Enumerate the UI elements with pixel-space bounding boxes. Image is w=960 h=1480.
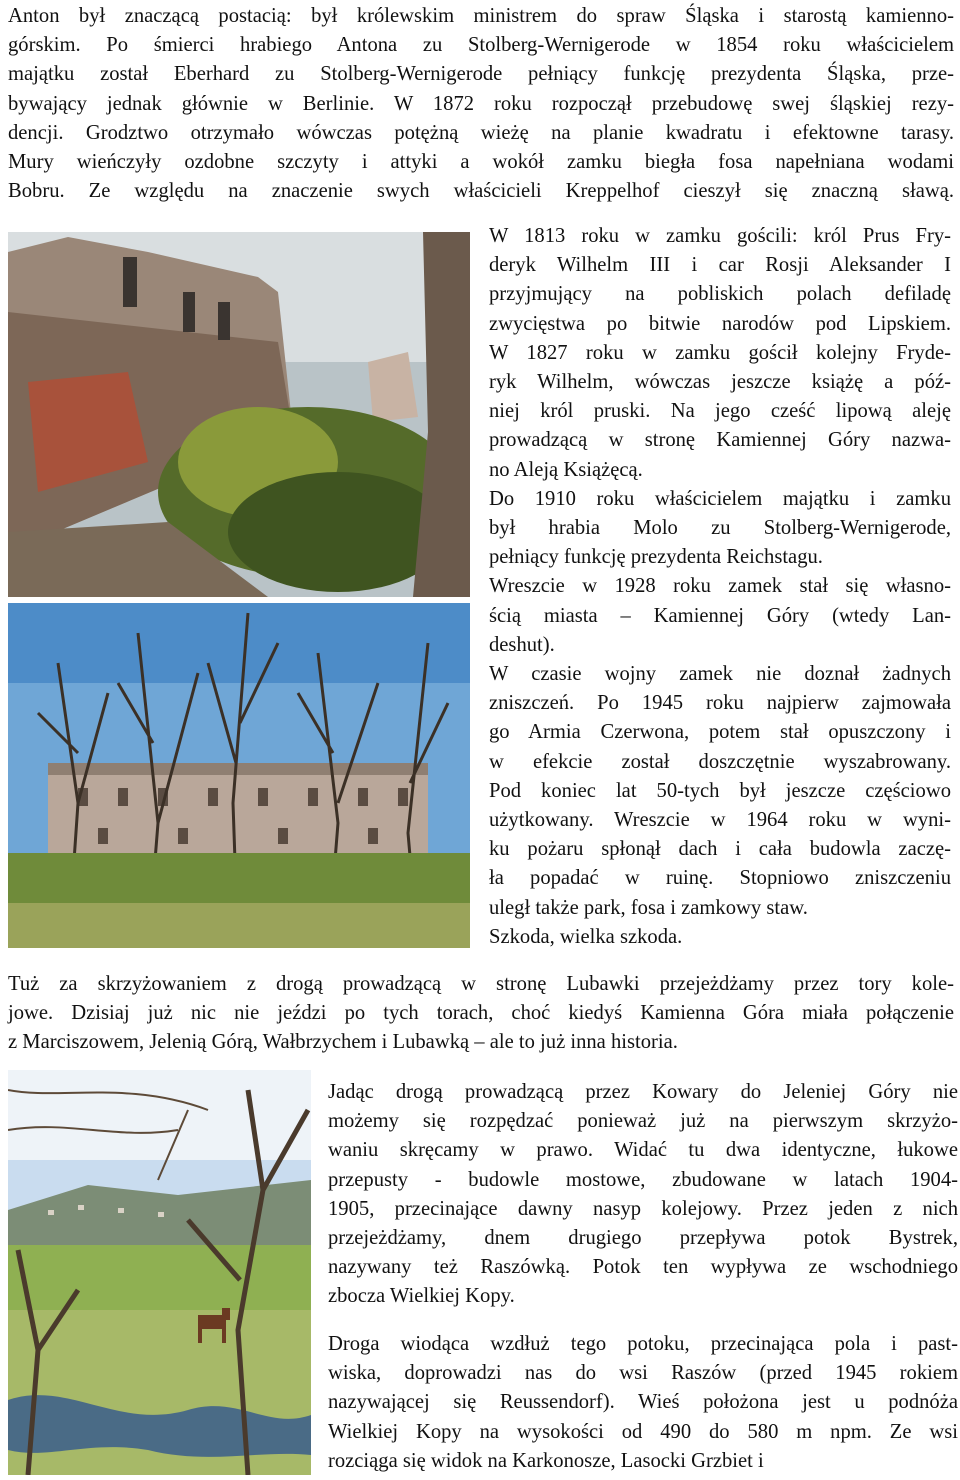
text-line: deryk Wilhelm III i car Rosji Aleksander I — [489, 254, 951, 277]
text-line: W 1813 roku w zamku gościli: król Prus Fry- — [489, 225, 951, 247]
text-line: jowe. Dzisiaj już nic nie jeździ po tych torach, choć kiedyś Kamienna Góra miała połączenie — [8, 1002, 954, 1025]
intro-paragraph — [8, 2, 954, 206]
text-line: 1905, przecinające dawny nasyp kolejowy. Przez jeden z nich — [328, 1197, 958, 1220]
text-line: przepusty - budowle mostowe, zbudowane w latach 1904- — [328, 1168, 958, 1191]
text-line: ła popadać w ruinę. Stopniowo zniszczeniu — [489, 867, 951, 890]
history-paragraph — [489, 222, 951, 952]
text-line: przyjmujący na pobliskich polach defiladę — [489, 283, 951, 306]
text-line: uległ także park, fosa i zamkowy staw. — [489, 896, 808, 919]
text-line: w efekcie został doszczętnie wyszabrowany. — [489, 750, 951, 773]
text-line: górskim. Po śmierci hrabiego Antona zu Stolberg-Wernigerode w 1854 roku właścicielem — [8, 34, 954, 57]
text-line: go Armia Czerwona, potem stał opuszczony i — [489, 721, 951, 744]
text-line: majątku został Eberhard zu Stolberg-Wernigerode pełniący funkcję prezydenta Śląska, prze- — [8, 63, 954, 86]
text-line: ku pożaru spłonął dach i cała budowla zaczę- — [489, 838, 951, 861]
text-line: bywający jednak głównie w Berlinie. W 1872 roku rozpoczął przebudowę swej śląskiej rezy- — [8, 92, 954, 115]
road-paragraph — [328, 1078, 958, 1312]
text-line: Droga wiodąca wzdłuż tego potoku, przecinająca pola i past- — [328, 1333, 958, 1355]
text-line: prowadzącą w stronę Kamiennej Góry nazwa- — [489, 429, 951, 452]
text-line: ścią miasta – Kamiennej Góry (wtedy Lan- — [489, 604, 951, 627]
text-line: Do 1910 roku właścicielem majątku i zamku — [489, 487, 951, 510]
text-line: dencji. Grodztwo otrzymało wówczas potężną wieżę na planie kwadratu i efektowne tarasy. — [8, 121, 954, 144]
text-line: zniszczeń. Po 1945 roku najpierw zajmowała — [489, 692, 951, 715]
meadow-horse-photo — [8, 1070, 311, 1475]
text-line: Szkoda, wielka szkoda. — [489, 925, 683, 948]
text-line: waniu skręcamy w prawo. Widać tu dwa identyczne, łukowe — [328, 1139, 958, 1162]
text-line: zbocza Wielkiej Kopy. — [328, 1285, 515, 1308]
text-line: niej król pruski. Na jego cześć lipową aleję — [489, 400, 951, 423]
railway-paragraph — [8, 970, 954, 1058]
text-line: Pod koniec lat 50-tych był jeszcze częściowo — [489, 779, 951, 802]
text-line: W 1827 roku w zamku gościł kolejny Fryde- — [489, 341, 951, 364]
village-paragraph — [328, 1330, 958, 1476]
text-line: deshut). — [489, 633, 555, 656]
text-line: zwycięstwa po bitwie narodów pod Lipskiem. — [489, 312, 951, 335]
text-line: pełniący funkcję prezydenta Reichstagu. — [489, 546, 823, 569]
text-line: wiska, doprowadzi nas do wsi Raszów (przed 1945 rokiem — [328, 1362, 958, 1385]
text-line: rozciąga się widok na Karkonosze, Lasocki Grzbiet i — [328, 1449, 764, 1472]
text-line: nazywany też Raszówką. Potok ten wypływa ze wschodniego — [328, 1256, 958, 1279]
text-line: no Aleją Książęcą. — [489, 458, 643, 481]
text-line: W czasie wojny zamek nie doznał żadnych — [489, 663, 951, 686]
text-line: użytkowany. Wreszcie w 1964 roku w wyni- — [489, 809, 951, 832]
text-line: Anton był znaczącą postacią: był królewskim ministrem do spraw Śląska i starostą kamienno- — [8, 5, 954, 27]
text-line: Wielkiej Kopy na wysokości od 490 do 580 m npm. Ze wsi — [328, 1420, 958, 1443]
text-line: przejeżdżamy, dnem drugiego przepływa potok Bystrek, — [328, 1227, 958, 1250]
text-line: ryk Wilhelm, wówczas jeszcze książę a póź- — [489, 371, 951, 394]
text-line: był hrabia Molo zu Stolberg-Wernigerode, — [489, 517, 951, 540]
text-line: Tuż za skrzyżowaniem z drogą prowadzącą w stronę Lubawki przejeżdżamy przez tory kole- — [8, 973, 954, 995]
text-line: Bobru. Ze względu na znaczenie swych właścicieli Kreppelhof cieszył się znaczną sławą. — [8, 180, 954, 203]
castle-ruin-trees-photo — [8, 603, 470, 948]
text-line: z Marciszowem, Jelenią Górą, Wałbrzychem i Lubawką – ale to już inna historia. — [8, 1031, 678, 1054]
castle-ruin-walls-photo — [8, 232, 470, 597]
text-line: nazywającej się Reussendorf). Wieś położona jest u podnóża — [328, 1391, 958, 1414]
text-line: Jadąc drogą prowadzącą przez Kowary do Jeleniej Góry nie — [328, 1081, 958, 1103]
text-line: Mury wieńczyły ozdobne szczyty i attyki a wokół zamku biegła fosa napełniana wodami — [8, 151, 954, 174]
text-line: Wreszcie w 1928 roku zamek stał się własno- — [489, 575, 951, 598]
text-line: możemy się rozpędzać ponieważ już na pierwszym skrzyżo- — [328, 1110, 958, 1133]
